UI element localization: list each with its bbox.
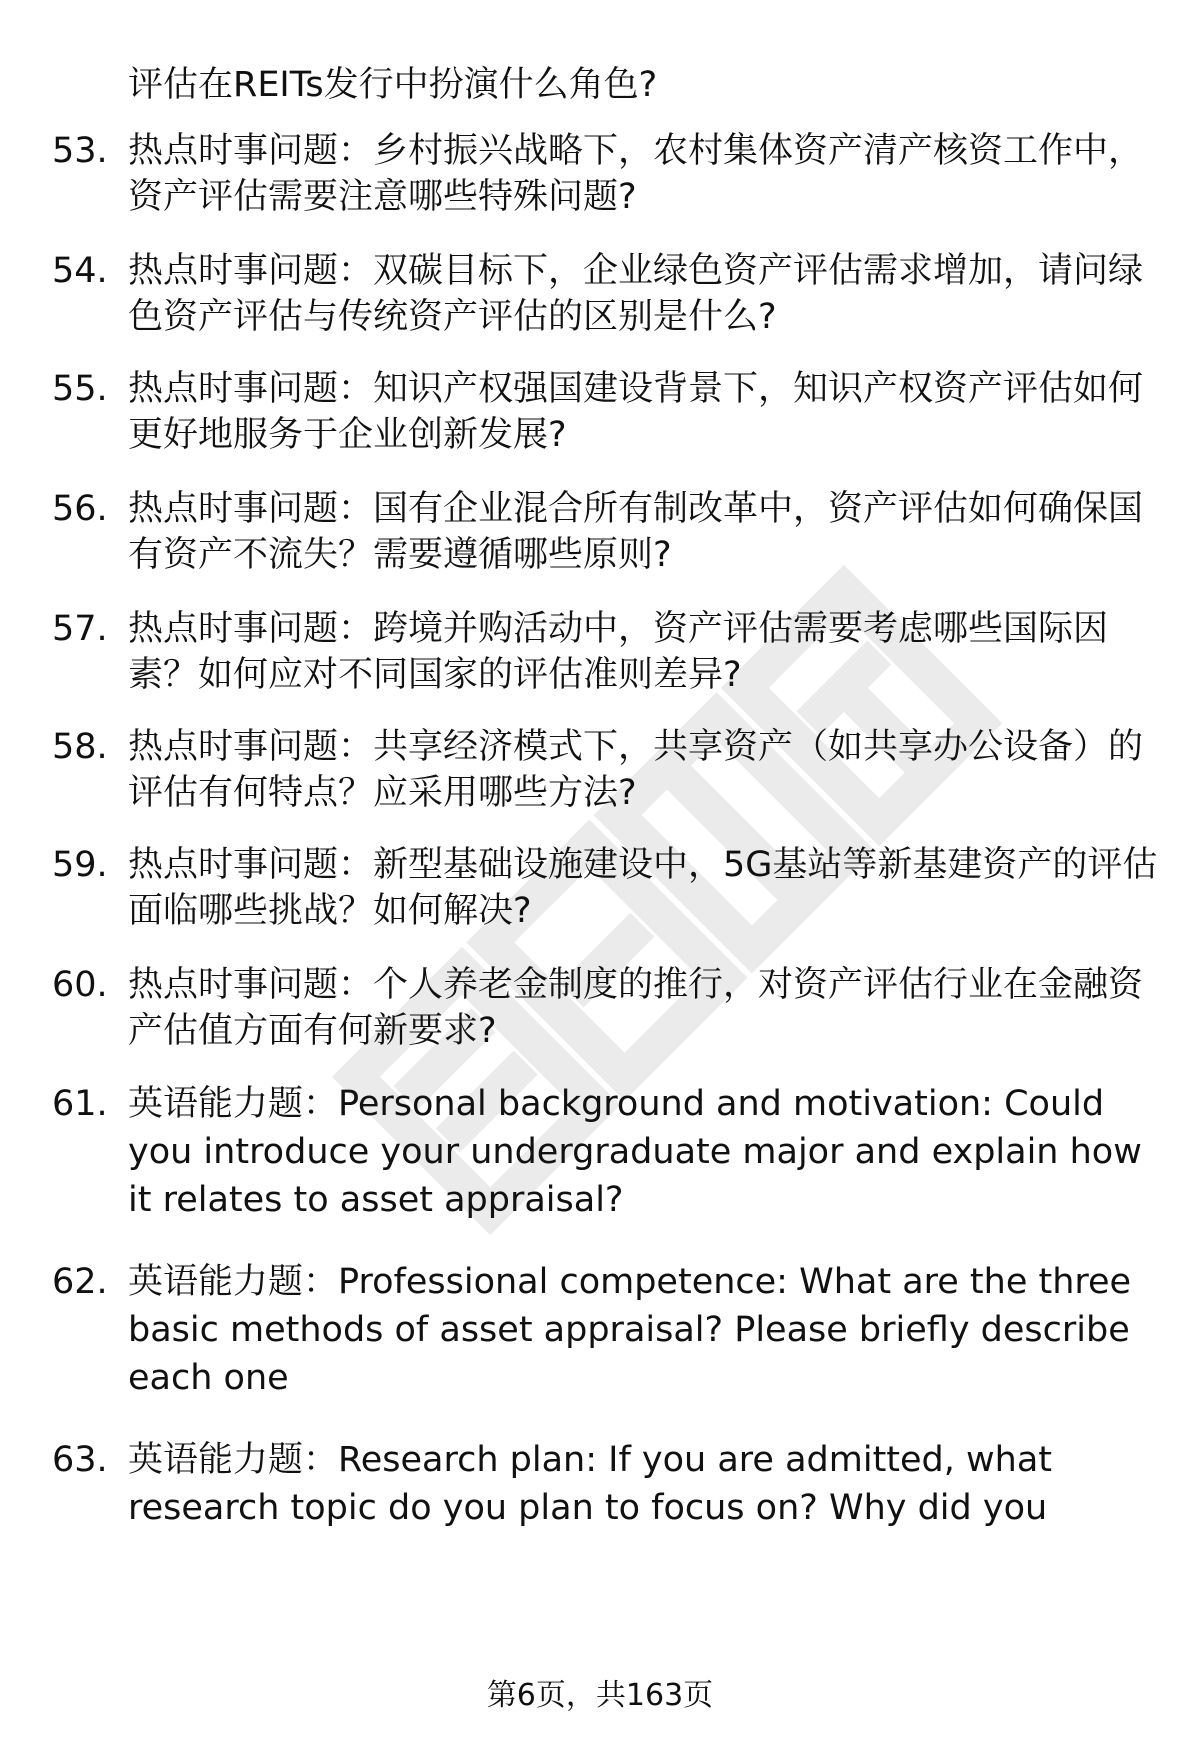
- item-number: 53.: [52, 131, 108, 171]
- item-number: 61.: [52, 1084, 108, 1124]
- item-text: 热点时事问题：知识产权强国建设背景下，知识产权资产评估如何更好地服务于企业创新发展?: [128, 369, 1144, 455]
- page-footer: 第6页，共163页: [486, 1678, 714, 1713]
- item-text: 英语能力题：Professional competence: What are the three basic methods of asset appraisal? Please briefly describe each one: [128, 1262, 1132, 1398]
- item-text: 热点时事问题：新型基础设施建设中，5G基站等新基建资产的评估面临哪些挑战？如何解决?: [128, 845, 1158, 931]
- item-number: 57.: [52, 609, 108, 649]
- item-text: 热点时事问题：共享经济模式下，共享资产（如共享办公设备）的评估有何特点？应采用哪些方法?: [128, 727, 1144, 813]
- item-text: 热点时事问题：双碳目标下，企业绿色资产评估需求增加，请问绿色资产评估与传统资产评估的区别是什么?: [128, 251, 1144, 337]
- item-number: 56.: [52, 489, 108, 529]
- item-text: 英语能力题：Research plan: If you are admitted, what research topic do you plan to focus on? Why did you: [128, 1440, 1052, 1528]
- item-number: 60.: [52, 965, 108, 1005]
- item-number: 55.: [52, 369, 108, 409]
- item-number: 63.: [52, 1440, 108, 1480]
- item-text: 热点时事问题：乡村振兴战略下，农村集体资产清产核资工作中，资产评估需要注意哪些特殊问题?: [128, 131, 1144, 217]
- item-text: 热点时事问题：国有企业混合所有制改革中，资产评估如何确保国有资产不流失？需要遵循哪些原则?: [128, 489, 1144, 575]
- item-number: 59.: [52, 845, 108, 885]
- item-number: 58.: [52, 727, 108, 767]
- item-text: 热点时事问题：个人养老金制度的推行，对资产评估行业在金融资产估值方面有何新要求?: [128, 965, 1144, 1051]
- item-number: 62.: [52, 1262, 108, 1302]
- item-text: 热点时事问题：跨境并购活动中，资产评估需要考虑哪些国际因素？如何应对不同国家的评估准则差异?: [128, 609, 1109, 695]
- intro-line: 评估在REITs发行中扮演什么角色?: [128, 65, 658, 105]
- item-number: 54.: [52, 251, 108, 291]
- item-text: 英语能力题：Personal background and motivation: Could you introduce your undergraduate major and explain how it relates to asset appraisal?: [128, 1084, 1142, 1220]
